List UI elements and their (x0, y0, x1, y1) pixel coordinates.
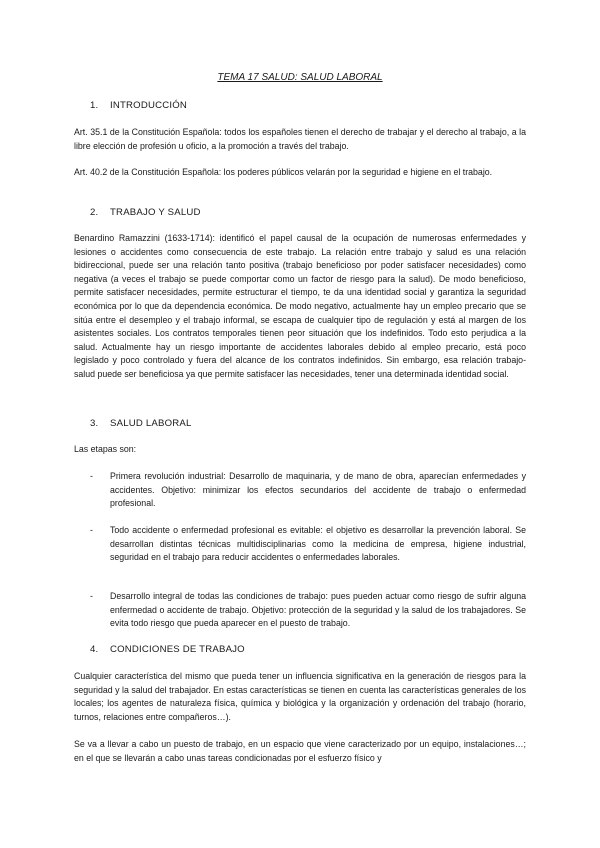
section-title: INTRODUCCIÓN (110, 100, 188, 111)
bullet-marker: - (90, 525, 93, 535)
section-title: TRABAJO Y SALUD (110, 207, 201, 218)
section-number: 3. (90, 418, 99, 429)
section-number: 2. (90, 207, 99, 218)
paragraph-art-40: Art. 40.2 de la Constitución Española: los poderes públicos velarán por la seguridad e higiene en el trabajo. (74, 167, 493, 177)
section-heading-introduccion (90, 100, 187, 111)
section-heading-trabajo-y-salud (90, 207, 201, 218)
paragraph-ramazzini: Benardino Ramazzini (1633-1714): identificó el papel causal de la ocupación de numerosas enfermedades y lesiones o accidentes como consecuencia de este trabajo. La relación entre trabajo y salud es una relación bidireccional, puede ser una relación tanto positiva (trabajo beneficioso por poder satisfacer necesidades) como negativa (a veces el trabajo se puede comportar como un factor de riesgo para la salud). De modo beneficioso, permite satisfacer necesidades, permite estructurar el tiempo, te da una identidad social y garantiza la seguridad económica por lo que da dependencia económica. De modo negativo, actualmente hay un empleo precario que se sitúa entre el desempleo y el trabajo informal, se escapa de cualquier tipo de regulación y está al margen de los asistentes sociales. Los contratos temporales tienen peor situación que los indefinidos. Todo esto perjudica a la salud. Actualmente hay un riesgo importante de accidentes laborales debido al empleo precario, está poco legislado y poco controlado y fuera del alcance de los contratos indefinidos. Sin embargo, esa relación trabajo-salud puede ser beneficiosa ya que permite satisfacer las necesidades, tener una determinada identidad social. (74, 233, 526, 379)
paragraph-condiciones-definicion: Cualquier característica del mismo que pueda tener un influencia significativa en la generación de riesgos para la seguridad y la salud del trabajador. En estas características se tienen en cuenta las características generales de los locales; los agentes de naturaleza física, química y biológica y la organización y ordenación del trabajo (horario, turnos, relaciones entre compañeros…). (74, 671, 526, 722)
bullet-marker: - (90, 471, 93, 481)
paragraph-etapas-intro: Las etapas son: (74, 444, 137, 454)
section-heading-salud-laboral (90, 418, 192, 429)
section-title: SALUD LABORAL (110, 418, 192, 429)
section-number: 1. (90, 100, 99, 111)
paragraph-puesto-de-trabajo: Se va a llevar a cabo un puesto de trabajo, en un espacio que viene caracterizado por un equipo, instalaciones…; en el que se llevarán a cabo unas tareas condicionadas por el esfuerzo físico y (74, 739, 526, 763)
list-item-text: Todo accidente o enfermedad profesional es evitable: el objetivo es desarrollar la prevención laboral. Se desarrollan distintas técnicas multidisciplinarias como la medicina de empresa, higiene industrial, seguridad en el trabajo para reducir accidentes o enfermedades laborales. (110, 525, 526, 563)
section-title: CONDICIONES DE TRABAJO (110, 644, 245, 655)
section-number: 4. (90, 644, 99, 655)
bullet-marker: - (90, 591, 93, 601)
paragraph-art-35: Art. 35.1 de la Constitución Española: todos los españoles tienen el derecho de trabajar y el derecho al trabajo, a la libre elección de profesión u oficio, a la promoción a través del trabajo. (74, 127, 526, 151)
document-title: TEMA 17 SALUD: SALUD LABORAL (217, 72, 383, 83)
section-heading-condiciones-de-trabajo (90, 644, 245, 655)
list-item-text: Desarrollo integral de todas las condiciones de trabajo: pues pueden actuar como riesgo de sufrir alguna enfermedad o accidente de trabajo. Objetivo: protección de la seguridad y la salud de los trabajadores. Se evita todo riesgo que pueda aparecer en el puesto de trabajo. (110, 591, 526, 629)
list-item-text: Primera revolución industrial: Desarrollo de maquinaria, y de mano de obra, aparecían enfermedades y accidentes. Objetivo: minimizar los efectos secundarios del accidente de trabajo o enfermedad profesional. (110, 471, 526, 509)
